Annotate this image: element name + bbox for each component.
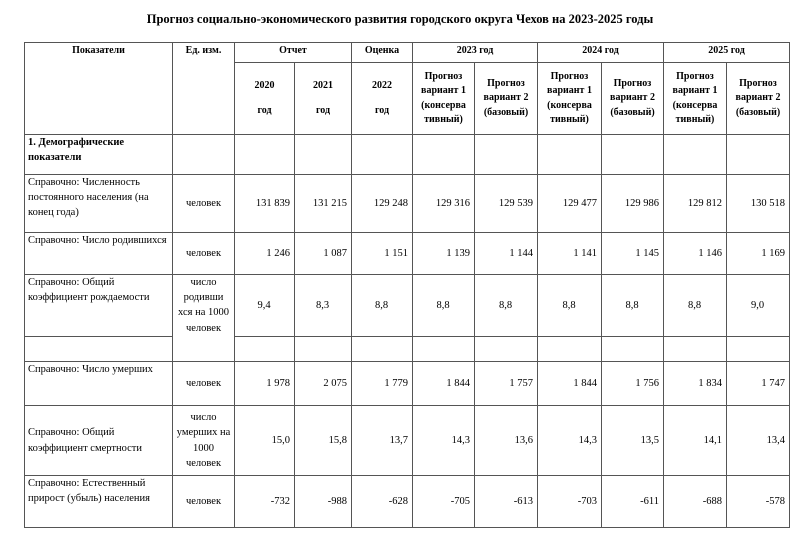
value-2025-v1: 14,1 xyxy=(664,406,727,476)
value-2024-v1: 1 141 xyxy=(538,233,602,275)
document-title: Прогноз социально-экономического развития городского округа Чехов на 2023-2025 годы xyxy=(146,12,654,26)
table-row xyxy=(25,476,790,528)
header-2024-v2: Прогноз вариант 2 (базовый) xyxy=(602,63,664,135)
table-row xyxy=(25,275,790,337)
value-2022: 1 779 xyxy=(352,362,413,406)
value-2023-v1: 1 139 xyxy=(413,233,475,275)
header-col-2021: 2021 год xyxy=(295,63,352,135)
value-2025-v1: 1 834 xyxy=(664,362,727,406)
value-2023-v1: 8,8 xyxy=(413,275,475,337)
value-2023-v2: 8,8 xyxy=(475,275,538,337)
value-2021: 8,3 xyxy=(295,275,352,337)
value-2025-v1: -688 xyxy=(664,476,727,528)
value-2022: -628 xyxy=(352,476,413,528)
value-2024-v2: 8,8 xyxy=(602,275,664,337)
header-estimate: Оценка xyxy=(352,43,413,63)
value-2020: 1 978 xyxy=(235,362,295,406)
value-2020: 1 246 xyxy=(235,233,295,275)
value-2020: -732 xyxy=(235,476,295,528)
value-2023-v1: 1 844 xyxy=(413,362,475,406)
header-unit: Ед. изм. xyxy=(173,43,235,135)
value-2025-v1: 1 146 xyxy=(664,233,727,275)
value-2023-v1: -705 xyxy=(413,476,475,528)
value-2025-v2: 1 169 xyxy=(727,233,790,275)
value-2022: 129 248 xyxy=(352,175,413,233)
value-2025-v2: 130 518 xyxy=(727,175,790,233)
header-2024: 2024 год xyxy=(538,43,664,63)
header-report: Отчет xyxy=(235,43,352,63)
table-row xyxy=(25,362,790,406)
row-label: Справочно: Общий коэффициент смертности xyxy=(25,406,173,476)
row-unit: человек xyxy=(173,362,235,406)
header-2025: 2025 год xyxy=(664,43,790,63)
row-label: Справочно: Общий коэффициент рождаемости xyxy=(25,275,173,337)
value-2021: 1 087 xyxy=(295,233,352,275)
value-2024-v1: 8,8 xyxy=(538,275,602,337)
value-2025-v2: 1 747 xyxy=(727,362,790,406)
header-2023-v2: Прогноз вариант 2 (базовый) xyxy=(475,63,538,135)
row-label: Справочно: Число умерших xyxy=(25,362,173,406)
value-2021: 131 215 xyxy=(295,175,352,233)
value-2022: 13,7 xyxy=(352,406,413,476)
header-2023: 2023 год xyxy=(413,43,538,63)
row-unit: число родивши хся на 1000 человек xyxy=(173,275,235,362)
value-2023-v2: 13,6 xyxy=(475,406,538,476)
value-2022: 1 151 xyxy=(352,233,413,275)
section-demographic: 1. Демографические показатели xyxy=(25,135,173,175)
value-2023-v2: -613 xyxy=(475,476,538,528)
table-row xyxy=(25,406,790,476)
value-2021: 15,8 xyxy=(295,406,352,476)
table-row xyxy=(25,233,790,275)
value-2025-v2: -578 xyxy=(727,476,790,528)
header-2023-v1: Прогноз вариант 1 (консерва тивный) xyxy=(413,63,475,135)
table-row xyxy=(25,175,790,233)
value-2024-v1: 14,3 xyxy=(538,406,602,476)
value-2025-v2: 9,0 xyxy=(727,275,790,337)
header-2024-v1: Прогноз вариант 1 (консерва тивный) xyxy=(538,63,602,135)
row-label: Справочно: Число родившихся xyxy=(25,233,173,275)
value-2023-v2: 1 757 xyxy=(475,362,538,406)
row-unit: число умерших на 1000 человек xyxy=(173,406,235,476)
forecast-table xyxy=(24,42,790,528)
row-label: Справочно: Численность постоянного населения (на конец года) xyxy=(25,175,173,233)
value-2024-v1: 1 844 xyxy=(538,362,602,406)
value-2024-v2: 1 756 xyxy=(602,362,664,406)
value-2023-v1: 14,3 xyxy=(413,406,475,476)
row-unit: человек xyxy=(173,233,235,275)
value-2024-v1: 129 477 xyxy=(538,175,602,233)
header-col-2022: 2022 год xyxy=(352,63,413,135)
header-indicators: Показатели xyxy=(25,43,173,135)
value-2020: 9,4 xyxy=(235,275,295,337)
value-2022: 8,8 xyxy=(352,275,413,337)
value-2025-v2: 13,4 xyxy=(727,406,790,476)
value-2024-v2: -611 xyxy=(602,476,664,528)
value-2024-v2: 13,5 xyxy=(602,406,664,476)
row-unit: человек xyxy=(173,175,235,233)
header-col-2020: 2020 год xyxy=(235,63,295,135)
header-2025-v1: Прогноз вариант 1 (консерва тивный) xyxy=(664,63,727,135)
value-2025-v1: 8,8 xyxy=(664,275,727,337)
value-2024-v2: 1 145 xyxy=(602,233,664,275)
value-2023-v2: 129 539 xyxy=(475,175,538,233)
value-2023-v1: 129 316 xyxy=(413,175,475,233)
value-2021: -988 xyxy=(295,476,352,528)
row-label: Справочно: Естественный прирост (убыль) населения xyxy=(25,476,173,528)
value-2023-v2: 1 144 xyxy=(475,233,538,275)
value-2021: 2 075 xyxy=(295,362,352,406)
value-2024-v1: -703 xyxy=(538,476,602,528)
value-2020: 131 839 xyxy=(235,175,295,233)
value-2024-v2: 129 986 xyxy=(602,175,664,233)
value-2025-v1: 129 812 xyxy=(664,175,727,233)
row-unit: человек xyxy=(173,476,235,528)
value-2020: 15,0 xyxy=(235,406,295,476)
header-2025-v2: Прогноз вариант 2 (базовый) xyxy=(727,63,790,135)
